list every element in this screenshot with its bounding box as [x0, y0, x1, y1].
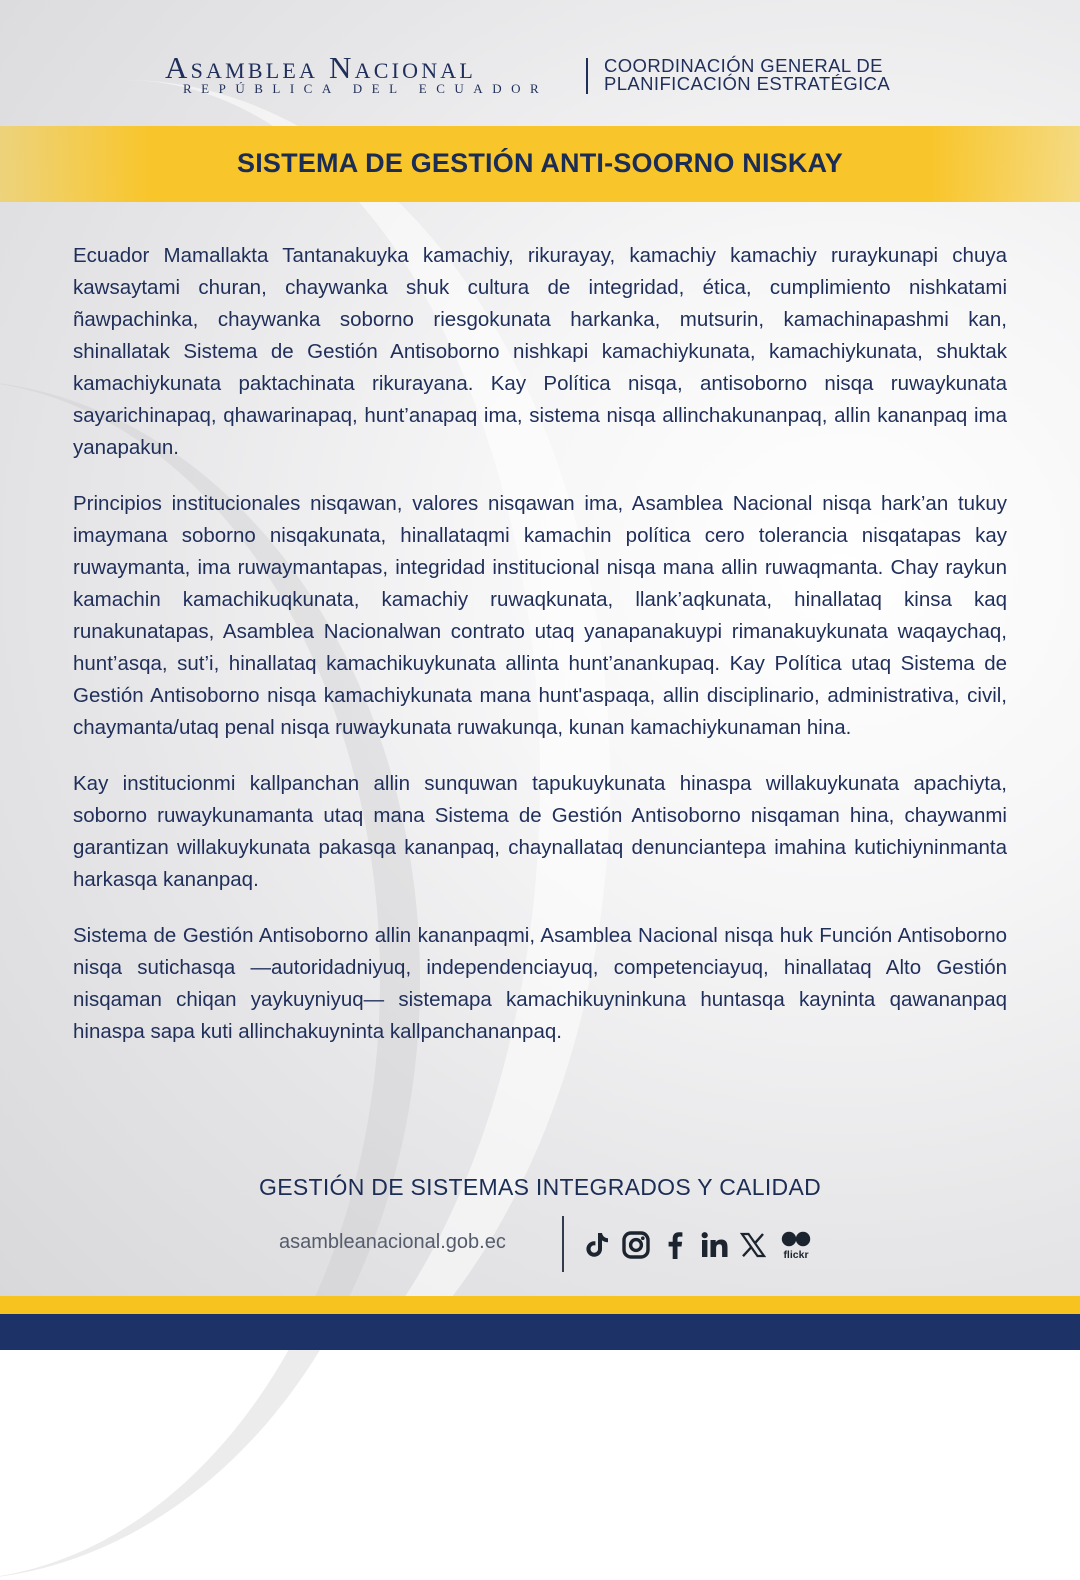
- x-icon[interactable]: [738, 1230, 768, 1260]
- linkedin-icon[interactable]: [699, 1230, 729, 1260]
- paragraph-1: Ecuador Mamallakta Tantanakuyka kamachiy, rikurayay, kamachiy kamachiy ruraykunapi chuya kawsaytami churan, chaywanka shuk cultura de integridad, ética, cumplimiento nishkatami ñawpachinka, chaywanka soborno riesgokunata harkanka, mutsurin, kamachinapashmi kan, shinallatak Sistema de Gestión Antisoborno nishkapi kamachiykunata, kamachiykunata, shuktak kamachiykunata paktachinata rikurayana. Kay Política nisqa, antisoborno nisqa ruwaykunata sayarichinapaq, qhawarinapaq, hunt’anapaq ima, sistema nisqa allinchakunanpaq, allin kananpaq ima yanapakun.: [73, 244, 1007, 459]
- bottom-bar-navy: [0, 1314, 1080, 1350]
- logo-subtitle: REPÚBLICA DEL ECUADOR: [183, 81, 549, 96]
- coordination-line2: PLANIFICACIÓN ESTRATÉGICA: [604, 73, 891, 94]
- paragraph-4: Sistema de Gestión Antisoborno allin kananpaqmi, Asamblea Nacional nisqa huk Función Antisoborno nisqa sutichasqa —autoridadniyuq, independenciayuq, competenciayuq, hinallataq Alto Gestión nisqaman chiqan yaykuyniyuq— sistemapa kamachikuyninkuna huntasqa kayninta qawananpaq hinaspa sapa kuti allinchakuyninta kallpanchananpaq.: [73, 924, 1007, 1043]
- header: [0, 48, 1080, 108]
- body-content: [73, 240, 1007, 1072]
- facebook-icon[interactable]: [660, 1230, 690, 1260]
- paragraph-2: Principios institucionales nisqawan, valores nisqawan ima, Asamblea Nacional nisqa hark’an tukuy imaymana soborno nisqakunata, hinallataqmi kamachin política cero tolerancia nisqatapas kay ruwaymanta, ima ruwaymantapas, integridad institucional nisqa mana allin ruwaqmanta. Chay raykun kamachin kamachikuqkunata, kamachiy ruwaqkunata, llank’aqkunata, hinallataq kinsa kaq runakunatapas, Asamblea Nacionalwan contrato utaq yanapanakuypi rimanakuykunata waqaychaq, hunt’asqa, sut’i, hinallataq kamachikuykunata allinta hunt’anankupaq. Kay Política utaq Sistema de Gestión Antisoborno nisqa kamachiykunata mana hunt'aspaqa, allin disciplinario, administrativa, civil, chaymanta/utaq penal nisqa ruwaykunata ruwakunqa, kunan kamachiykunaman hina.: [73, 492, 1007, 739]
- flickr-icon[interactable]: [777, 1230, 815, 1260]
- coordination-line1: COORDINACIÓN GENERAL DE: [604, 55, 883, 76]
- flickr-label: flickr: [783, 1249, 809, 1261]
- instagram-icon[interactable]: [621, 1230, 651, 1260]
- tiktok-icon[interactable]: [582, 1230, 612, 1260]
- paragraph-3: Kay institucionmi kallpanchan allin sunquwan tapukuykunata hinaspa willakuykunata apachiyta, soborno ruwaykunamanta utaq mana Sistema de Gestión Antisoborno nisqaman hina, chaywanmi garantizan willakuykunata pakasqa kananpaq, chaynallataq denunciantepa imahina kutichiyninmanta harkasqa kananpaq.: [73, 772, 1007, 891]
- logo-title: Asamblea Nacional: [165, 50, 477, 85]
- footer-divider: [562, 1216, 564, 1272]
- page-title: SISTEMA DE GESTIÓN ANTI-SOORNO NISKAY: [237, 148, 843, 178]
- coordination-label: [604, 57, 890, 93]
- website-link[interactable]: asambleanacional.gob.ec: [279, 1231, 506, 1253]
- title-banner: [0, 126, 1080, 202]
- social-links: [582, 1229, 815, 1261]
- footer-title: GESTIÓN DE SISTEMAS INTEGRADOS Y CALIDAD: [259, 1174, 821, 1200]
- bottom-bar-yellow: [0, 1296, 1080, 1314]
- header-divider: [586, 58, 588, 94]
